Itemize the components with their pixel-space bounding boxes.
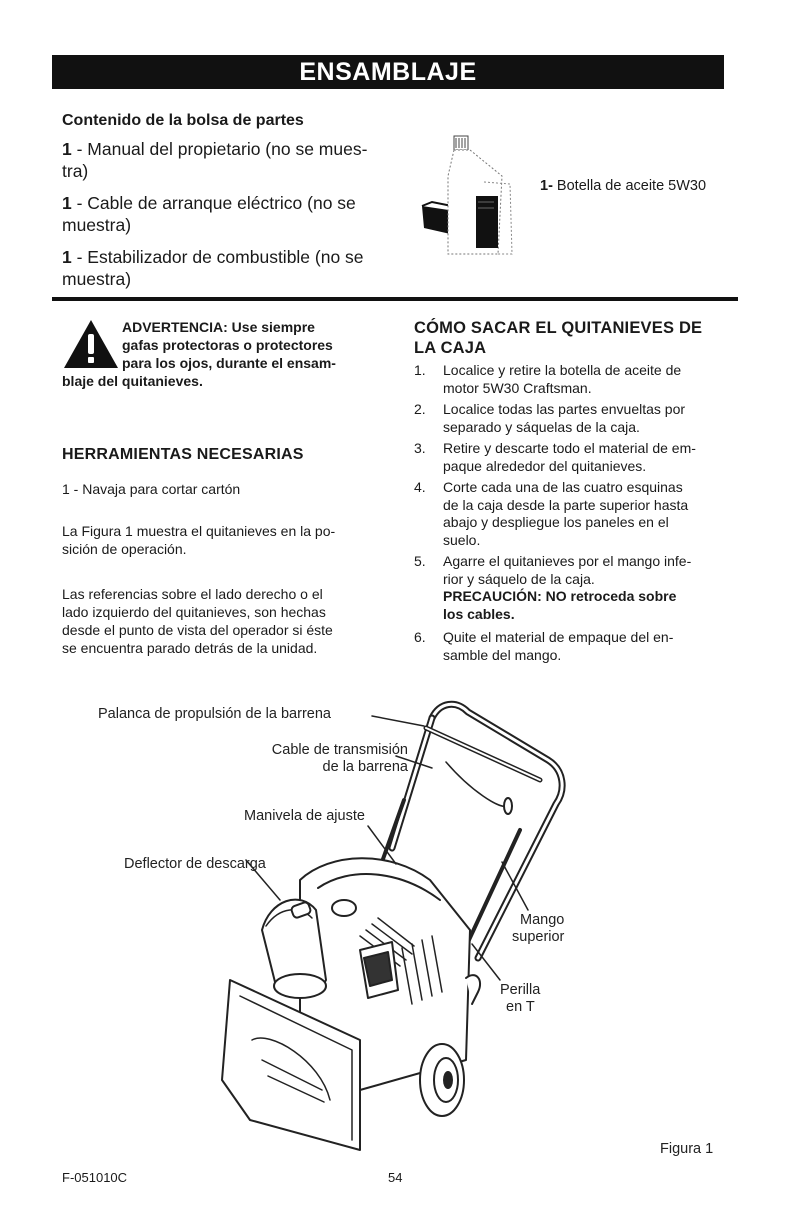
- para-line: se encuentra parado detrás de la unidad.: [62, 640, 318, 656]
- callout-line: de la barrena: [322, 759, 408, 775]
- figure-caption: Figura 1: [660, 1141, 714, 1157]
- callout-line: en T: [506, 999, 535, 1015]
- callout-auger-lever: Palanca de propulsión de la barrena: [98, 706, 331, 722]
- step-line: motor 5W30 Craftsman.: [443, 379, 592, 396]
- warning-line: para los ojos, durante el ensam-: [122, 355, 336, 371]
- item-text: - Estabilizador de combustible (no se: [71, 247, 364, 267]
- para-line: Las referencias sobre el lado derecho o el: [62, 586, 323, 602]
- page-number: 54: [388, 1170, 403, 1185]
- step-line: Localice y retire la botella de aceite de: [443, 362, 682, 378]
- step-line: Retire y descarte todo el material de em-: [443, 440, 696, 456]
- callout-line: Perilla: [500, 982, 541, 998]
- para-line: sición de operación.: [62, 541, 187, 557]
- item-text-cont: tra): [62, 161, 89, 181]
- item-qty: 1: [62, 139, 72, 159]
- parts-bag-heading: Contenido de la bolsa de partes: [62, 112, 304, 129]
- step-number: 6.: [414, 629, 426, 645]
- item-qty: 1: [62, 193, 72, 213]
- callout-line: Cable de transmisión: [271, 742, 408, 758]
- tools-heading: HERRAMIENTAS NECESARIAS: [62, 446, 304, 463]
- warning-line: ADVERTENCIA: Use siempre: [122, 319, 315, 335]
- item-text-cont: muestra): [62, 215, 132, 235]
- step-line: samble del mango.: [443, 646, 562, 663]
- callout-adjust-crank: Manivela de ajuste: [244, 808, 365, 824]
- tools-item: 1 - Navaja para cortar cartón: [62, 481, 241, 497]
- step-line: suelo.: [443, 531, 481, 548]
- step-line: Quite el material de empaque del en-: [443, 629, 674, 645]
- step-number: 3.: [414, 440, 426, 456]
- callout-discharge-chute: Deflector de descarga: [124, 856, 266, 872]
- step-line: Corte cada una de las cuatro esquinas: [443, 479, 683, 495]
- heading-line: LA CAJA: [414, 339, 487, 357]
- step-line: de la caja desde la parte superior hasta: [443, 496, 689, 513]
- callout-upper-handle: [512, 912, 564, 946]
- step-line: Agarre el quitanieves por el mango infe-: [443, 553, 692, 569]
- warning-line: gafas protectoras o protectores: [122, 337, 333, 353]
- callout-line: Mango: [520, 912, 565, 928]
- para-line: desde el punto de vista del operador si éste: [62, 622, 333, 638]
- step-line: separado y sáquelas de la caja.: [443, 418, 640, 435]
- callout-auger-cable: [256, 742, 408, 776]
- item-qty: 1: [62, 247, 72, 267]
- step-number: 4.: [414, 479, 426, 495]
- callout-t-knob: [500, 982, 540, 1016]
- item-text-cont: muestra): [62, 269, 132, 289]
- warning-line: blaje del quitanieves.: [62, 373, 203, 389]
- section-title: ENSAMBLAJE: [299, 57, 477, 86]
- oil-text: Botella de aceite 5W30: [552, 178, 707, 194]
- step-line: rior y sáquelo de la caja.: [443, 570, 595, 587]
- step-line: Localice todas las partes envueltas por: [443, 401, 686, 417]
- step-number: 2.: [414, 401, 426, 417]
- callout-line: superior: [512, 929, 565, 945]
- para-line: La Figura 1 muestra el quitanieves en la po-: [62, 523, 336, 539]
- caution-line: los cables.: [443, 605, 515, 622]
- item-text: - Manual del propietario (no se mues-: [71, 139, 368, 159]
- heading-line: CÓMO SACAR EL QUITANIEVES DE: [414, 319, 703, 337]
- caution-line: PRECAUCIÓN: NO retroceda sobre: [443, 588, 677, 604]
- oil-qty: 1-: [540, 178, 553, 194]
- step-line: paque alrededor del quitanieves.: [443, 457, 647, 474]
- footer-code: F-051010C: [62, 1170, 128, 1185]
- step-number: 1.: [414, 362, 426, 378]
- step-line: abajo y despliegue los paneles en el: [443, 514, 669, 530]
- item-text: - Cable de arranque eléctrico (no se: [71, 193, 356, 213]
- step-number: 5.: [414, 553, 426, 569]
- para-line: lado izquierdo del quitanieves, son hechas: [62, 604, 326, 620]
